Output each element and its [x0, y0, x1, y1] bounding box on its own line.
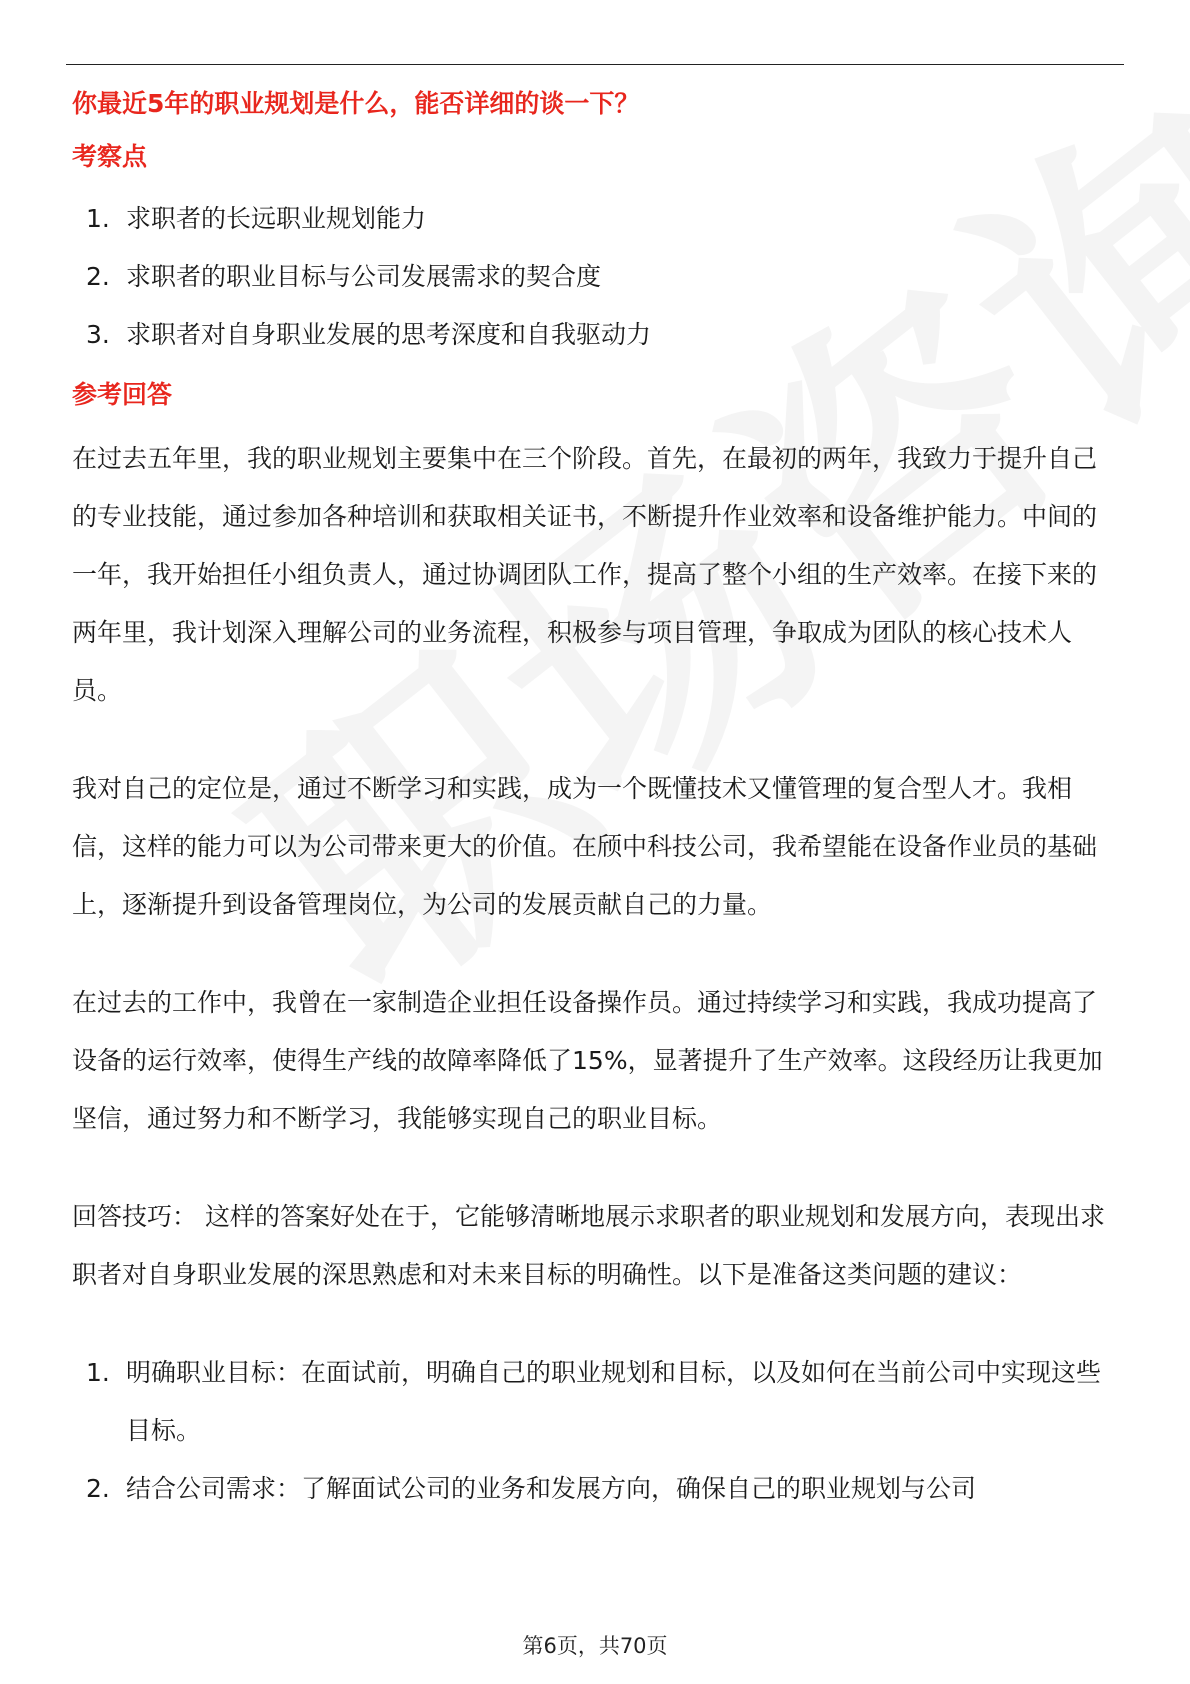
exam-points-list: [72, 190, 1118, 364]
page-content: [72, 80, 1118, 1518]
tips-list: [72, 1344, 1118, 1518]
question-heading: 你最近5年的职业规划是什么，能否详细的谈一下？: [72, 89, 640, 118]
list-item: 2. 结合公司需求：了解面试公司的业务和发展方向，确保自己的职业规划与公司: [86, 1474, 977, 1503]
answer-paragraph: 在过去五年里，我的职业规划主要集中在三个阶段。首先，在最初的两年，我致力于提升自己的专业技能，通过参加各种培训和获取相关证书，不断提升作业效率和设备维护能力。中间的一年，我开始担任小组负责人，通过协调团队工作，提高了整个小组的生产效率。在接下来的两年里，我计划深入理解公司的业务流程，积极参与项目管理，争取成为团队的核心技术人员。: [72, 444, 1098, 705]
list-item: 3. 求职者对自身职业发展的思考深度和自我驱动力: [86, 320, 652, 349]
answer-title: 参考回答: [72, 380, 173, 409]
answer-paragraph: 我对自己的定位是，通过不断学习和实践，成为一个既懂技术又懂管理的复合型人才。我相信，这样的能力可以为公司带来更大的价值。在颀中科技公司，我希望能在设备作业员的基础上，逐渐提升到设备管理岗位，为公司的发展贡献自己的力量。: [72, 774, 1098, 919]
list-item: 1. 明确职业目标：在面试前，明确自己的职业规划和目标，以及如何在当前公司中实现这些目标。: [86, 1358, 1102, 1445]
header-rule: [66, 64, 1124, 65]
page-number: 第6页，共70页: [522, 1634, 668, 1658]
list-item: 2. 求职者的职业目标与公司发展需求的契合度: [86, 262, 602, 291]
list-item: 1. 求职者的长远职业规划能力: [86, 204, 427, 233]
answer-paragraph: 在过去的工作中，我曾在一家制造企业担任设备操作员。通过持续学习和实践，我成功提高了设备的运行效率，使得生产线的故障率降低了15%，显著提升了生产效率。这段经历让我更加坚信，通过努力和不断学习，我能够实现自己的职业目标。: [72, 988, 1103, 1133]
exam-points-title: 考察点: [72, 142, 148, 171]
answer-tips-paragraph: 回答技巧： 这样的答案好处在于，它能够清晰地展示求职者的职业规划和发展方向，表现出求职者对自身职业发展的深思熟虑和对未来目标的明确性。以下是准备这类问题的建议：: [72, 1202, 1105, 1289]
